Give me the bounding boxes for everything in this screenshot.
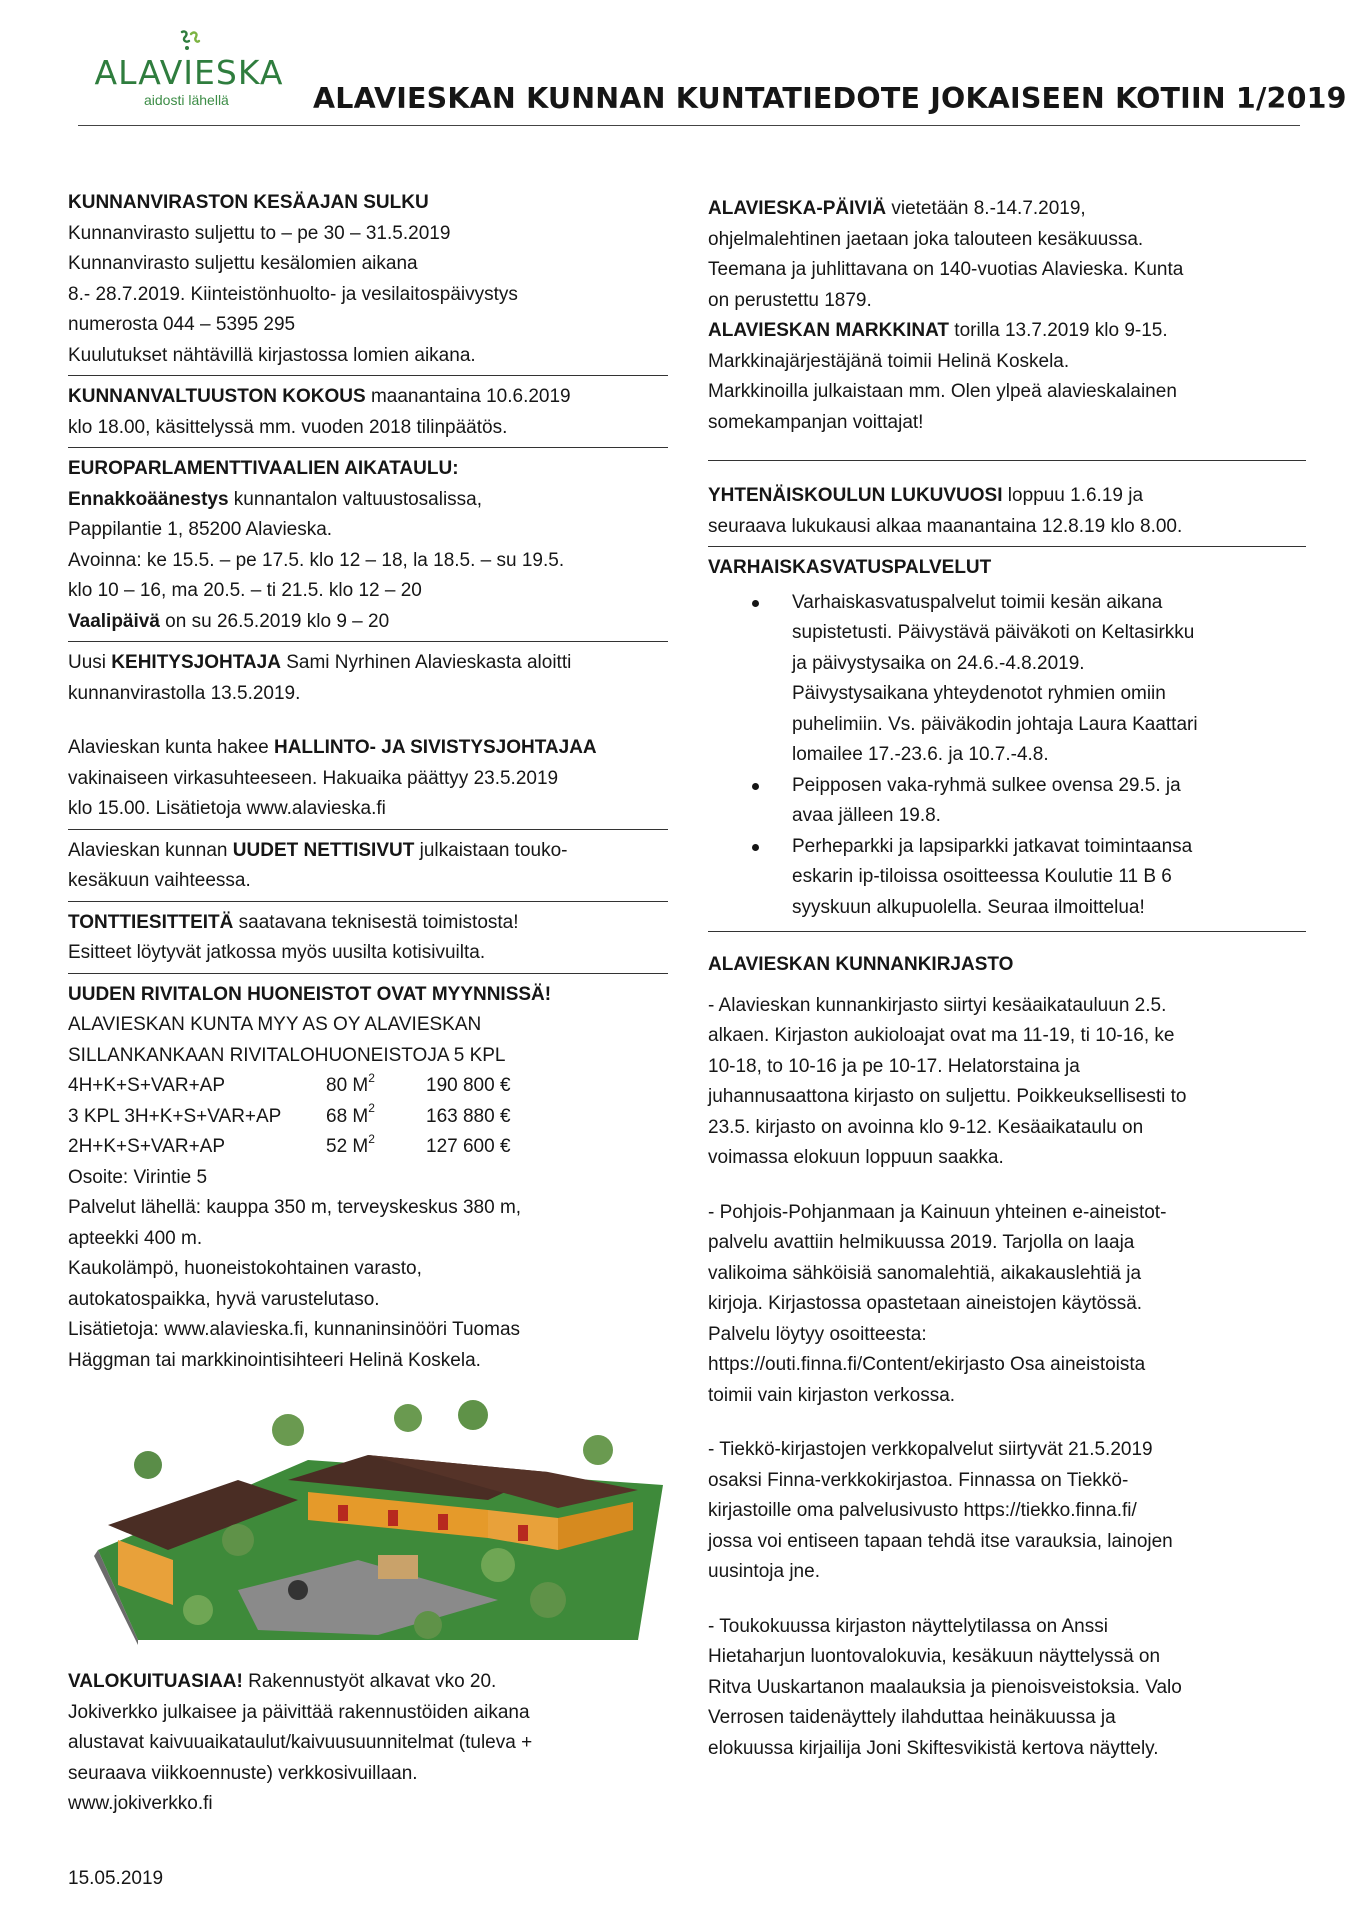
text-line: Päivystysaikana yhteydenotot ryhmien omiin: [792, 683, 1166, 704]
text-line: [68, 485, 668, 516]
text-line: kirjoja. Kirjastossa opastetaan aineistojen käytössä.: [708, 1293, 1143, 1314]
text-line: Varhaiskasvatuspalvelut toimii kesän aikana: [792, 591, 1163, 613]
text-line: ja päivystysaika on 24.6.-4.8.2019.: [792, 652, 1085, 674]
bold-term: YHTENÄISKOULUN LUKUVUOSI: [708, 485, 1003, 506]
spacer: [708, 1174, 1306, 1198]
spacer: [708, 981, 1306, 991]
municipal-library: [708, 938, 1306, 1768]
bold-term: ALAVIESKA-PÄIVIÄ: [708, 198, 887, 219]
page-title: ALAVIESKAN KUNNAN KUNTATIEDOTE JOKAISEEN KOTIIN 1/2019: [313, 82, 1347, 115]
text-line: 23.5. kirjasto on avoinna klo 9-12. Kesäaikataulu on: [708, 1116, 1144, 1138]
bold-term: Vaalipäivä: [68, 610, 160, 632]
apartment-type: 3 KPL 3H+K+S+VAR+AP: [68, 1105, 282, 1127]
new-website: [68, 836, 668, 902]
alavieska-logo: [84, 28, 294, 108]
council-meeting: [68, 382, 668, 448]
section-heading: ALAVIESKAN KUNNANKIRJASTO: [708, 954, 1014, 975]
spacer: [708, 1588, 1306, 1612]
text-line: [68, 1667, 668, 1698]
logo-tagline: aidosti lähellä: [144, 92, 229, 108]
text-line: somekampanjan voittajat!: [708, 411, 924, 433]
publication-date: 15.05.2019: [68, 1868, 164, 1889]
inline-text: julkaistaan touko-: [414, 839, 568, 861]
left-column: [68, 188, 668, 1824]
text-line: elokuussa kirjailija Joni Skiftesvikistä kertova näyttely.: [708, 1737, 1159, 1759]
text-line: - Tiekkö-kirjastojen verkkopalvelut siirtyvät 21.5.2019: [708, 1439, 1153, 1460]
text-line: Esitteet löytyvät jatkossa myös uusilta kotisivuilta.: [68, 942, 486, 963]
text-line: 8.- 28.7.2019. Kiinteistönhuolto- ja vesilaitospäivystys: [68, 283, 518, 305]
apartment-type: 4H+K+S+VAR+AP: [68, 1075, 226, 1096]
text-line: syyskuun alkupuolella. Seuraa ilmoittelua!: [792, 896, 1145, 918]
list-item: [708, 832, 1306, 924]
text-line: [708, 481, 1306, 512]
text-line: - Toukokuussa kirjaston näyttelytilassa on Anssi: [708, 1615, 1108, 1637]
text-line: Kunnanvirasto suljettu kesälomien aikana: [68, 253, 418, 274]
text-line: kunnanvirastolla 13.5.2019.: [68, 682, 301, 704]
text-line: lomailee 17.-23.6. ja 10.7.-4.8.: [792, 744, 1049, 765]
text-line: on perustettu 1879.: [708, 289, 872, 311]
text-line: apteekki 400 m.: [68, 1227, 203, 1249]
text-line: Jokiverkko julkaisee ja päivittää rakennustöiden aikana: [68, 1701, 530, 1723]
section-heading: VARHAISKASVATUSPALVELUT: [708, 557, 992, 578]
inline-text: loppuu 1.6.19 ja: [1002, 485, 1144, 506]
text-line: Palvelut lähellä: kauppa 350 m, terveyskeskus 380 m,: [68, 1197, 522, 1218]
text-line: [708, 316, 1306, 347]
inline-text: torilla 13.7.2019 klo 9-15.: [949, 320, 1168, 341]
right-column: [708, 194, 1306, 1768]
inline-text: Uusi: [68, 652, 112, 673]
office-summer-closure: [68, 188, 668, 376]
text-line: numerosta 044 – 5395 295: [68, 314, 296, 335]
section-heading: EUROPARLAMENTTIVAALIEN AIKATAULU:: [68, 458, 459, 479]
inline-text: vietetään 8.-14.7.2019,: [886, 198, 1086, 219]
text-line: 10-18, to 10-16 ja pe 10-17. Helatorstaina ja: [708, 1055, 1080, 1077]
text-line: seuraava viikkoennuste) verkkosivuillaan.: [68, 1762, 418, 1784]
text-line: seuraava lukukausi alkaa maanantaina 12.8.19 klo 8.00.: [708, 515, 1183, 537]
inline-text: Sami Nyrhinen Alavieskasta aloitti: [280, 652, 572, 673]
bold-term: UUDET NETTISIVUT: [232, 839, 415, 861]
text-line: [68, 908, 668, 939]
apartment-size: 80 $M^2$: [326, 1070, 375, 1096]
text-line: [68, 733, 668, 764]
alavieska-days: [708, 194, 1306, 461]
text-line: alkaen. Kirjaston aukioloajat ovat ma 11-19, ti 10-16, ke: [708, 1025, 1175, 1046]
header-divider: [78, 125, 1300, 126]
text-line: Pappilantie 1, 85200 Alavieska.: [68, 519, 333, 540]
text-line: kirjastoille oma palvelusivusto https://tiekko.finna.fi/: [708, 1500, 1137, 1521]
text-line: Perheparkki ja lapsiparkki jatkavat toimintaansa: [792, 835, 1193, 857]
bold-term: Ennakkoäänestys: [68, 488, 229, 510]
text-line: alustavat kaivuuaikataulut/kaivuusuunnitelmat (tuleva +: [68, 1732, 533, 1753]
spacer: [708, 1411, 1306, 1435]
text-line: supistetusti. Päivystävä päiväkoti on Keltasirkku: [792, 622, 1195, 643]
list-item: [708, 588, 1306, 771]
text-line: toimii vain kirjaston verkossa.: [708, 1384, 956, 1406]
logo-name: ALAVIESKA: [94, 53, 284, 92]
school-year: [708, 467, 1306, 547]
eu-election-schedule: [68, 454, 668, 642]
apartment-size: 52 $M^2$: [326, 1131, 375, 1157]
inline-text: kunnantalon valtuustosalissa,: [228, 488, 483, 510]
spacer: [68, 709, 668, 733]
inline-text: Rakennustyöt alkavat vko 20.: [242, 1671, 497, 1692]
apartment-type: 2H+K+S+VAR+AP: [68, 1136, 226, 1157]
text-line: Markkinajärjestäjänä toimii Helinä Koskela.: [708, 350, 1070, 372]
apartment-size: 68 $M^2$: [326, 1101, 375, 1127]
text-line: puhelimiin. Vs. päiväkodin johtaja Laura Kaattari: [792, 713, 1198, 735]
apartment-row: [68, 1071, 668, 1102]
inline-text: maanantaina 10.6.2019: [365, 386, 571, 407]
bold-term: KUNNANVALTUUSTON KOKOUS: [68, 386, 366, 407]
text-line: [68, 648, 668, 679]
text-line: eskarin ip-tiloissa osoitteessa Koulutie 11 B 6: [792, 866, 1172, 887]
text-line: Avoinna: ke 15.5. – pe 17.5. klo 12 – 18, la 18.5. – su 19.5.: [68, 549, 565, 571]
text-line: https://outi.finna.fi/Content/ekirjasto Osa aineistoista: [708, 1354, 1146, 1375]
inline-text: Alavieskan kunnan: [68, 839, 233, 861]
section-heading: UUDEN RIVITALON HUONEISTOT OVAT MYYNNISSÄ!: [68, 983, 552, 1005]
text-line: Kuulutukset nähtävillä kirjastossa lomien aikana.: [68, 344, 476, 366]
text-line: - Pohjois-Pohjanmaan ja Kainuun yhteinen e-aineistot-: [708, 1201, 1167, 1223]
apartment-row: [68, 1132, 668, 1163]
text-line: osaksi Finna-verkkokirjastoa. Finnassa on Tiekkö-: [708, 1469, 1129, 1491]
inline-text: saatavana teknisestä toimistosta!: [233, 911, 519, 933]
text-line: Hietaharjun luontovalokuvia, kesäkuun näyttelyssä on: [708, 1646, 1161, 1667]
bullet-icon: [752, 844, 759, 851]
bold-term: TONTTIESITTEITÄ: [68, 911, 234, 933]
section-heading: KUNNANVIRASTON KESÄAJAN SULKU: [68, 192, 429, 213]
text-line: Ritva Uuskartanon maalauksia ja pienoisveistoksia. Valo: [708, 1676, 1182, 1698]
text-line: Osoite: Virintie 5: [68, 1166, 208, 1188]
text-line: juhannusaattona kirjasto on suljettu. Poikkeuksellisesti to: [708, 1086, 1187, 1107]
text-line: vakinaiseen virkasuhteeseen. Hakuaika päättyy 23.5.2019: [68, 767, 559, 789]
text-line: Kunnanvirasto suljettu to – pe 30 – 31.5.2019: [68, 222, 451, 244]
text-line: Kaukolämpö, huoneistokohtainen varasto,: [68, 1258, 422, 1279]
bullet-list: [708, 588, 1306, 924]
text-line: palvelu avattiin helmikuussa 2019. Tarjolla on laaja: [708, 1232, 1135, 1253]
text-line: klo 15.00. Lisätietoja www.alavieska.fi: [68, 798, 386, 819]
apartment-price: 163 880 €: [426, 1105, 511, 1127]
text-line: Teemana ja juhlittavana on 140-vuotias Alavieska. Kunta: [708, 259, 1184, 280]
fiber-news: [68, 1667, 668, 1824]
text-line: voimassa elokuun loppuun saakka.: [708, 1147, 1004, 1168]
logo-symbol-icon: [176, 28, 202, 54]
plot-brochures: [68, 908, 668, 974]
text-line: valikoima sähköisiä sanomalehtiä, aikakauslehtiä ja: [708, 1262, 1142, 1284]
text-line: Markkinoilla julkaistaan mm. Olen ylpeä alavieskalainen: [708, 381, 1177, 402]
apartment-row: [68, 1102, 668, 1133]
text-line: autokatospaikka, hyvä varustelutaso.: [68, 1288, 380, 1310]
apartment-price: 190 800 €: [426, 1075, 511, 1096]
text-line: Palvelu löytyy osoitteesta:: [708, 1323, 927, 1345]
list-item: [708, 771, 1306, 832]
rowhouse-render-image: [78, 1390, 668, 1645]
text-line: Häggman tai markkinointisihteeri Helinä Koskela.: [68, 1349, 481, 1371]
bold-term: VALOKUITUASIAA!: [68, 1671, 243, 1692]
apartment-price: 127 600 €: [426, 1136, 511, 1157]
text-line: SILLANKANKAAN RIVITALOHUONEISTOJA 5 KPL: [68, 1044, 506, 1066]
inline-text: Alavieskan kunta hakee: [68, 737, 274, 758]
text-line: ALAVIESKAN KUNTA MYY AS OY ALAVIESKAN: [68, 1014, 482, 1035]
text-line: [68, 382, 668, 413]
text-line: Lisätietoja: www.alavieska.fi, kunnaninsinööri Tuomas: [68, 1319, 521, 1340]
apartments-for-sale: [68, 980, 668, 1668]
text-line: ohjelmalehtinen jaetaan joka talouteen kesäkuussa.: [708, 228, 1144, 250]
text-line: - Alavieskan kunnankirjasto siirtyi kesäaikatauluun 2.5.: [708, 994, 1167, 1016]
text-line: [708, 194, 1306, 225]
early-education-services: [708, 553, 1306, 932]
bold-term: KEHITYSJOHTAJA: [111, 652, 281, 673]
personnel-news: [68, 648, 668, 830]
text-line: Verrosen taidenäyttely ilahduttaa heinäkuussa ja: [708, 1707, 1116, 1728]
text-line: klo 18.00, käsittelyssä mm. vuoden 2018 tilinpäätös.: [68, 416, 508, 438]
text-line: Peipposen vaka-ryhmä sulkee ovensa 29.5. ja: [792, 774, 1181, 796]
bullet-icon: [752, 783, 759, 790]
text-line: [68, 607, 668, 638]
bold-term: ALAVIESKAN MARKKINAT: [708, 320, 950, 341]
bullet-icon: [752, 600, 759, 607]
text-line: kesäkuun vaihteessa.: [68, 870, 251, 891]
text-line: jossa voi entiseen tapaan tehdä itse varauksia, lainojen: [708, 1530, 1173, 1552]
text-line: avaa jälleen 19.8.: [792, 805, 941, 826]
text-line: [68, 836, 668, 867]
text-line: www.jokiverkko.fi: [68, 1793, 213, 1814]
text-line: uusintoja jne.: [708, 1561, 820, 1582]
text-line: klo 10 – 16, ma 20.5. – ti 21.5. klo 12 – 20: [68, 580, 422, 601]
inline-text: on su 26.5.2019 klo 9 – 20: [159, 610, 390, 632]
bold-term: HALLINTO- JA SIVISTYSJOHTAJAA: [273, 737, 597, 758]
